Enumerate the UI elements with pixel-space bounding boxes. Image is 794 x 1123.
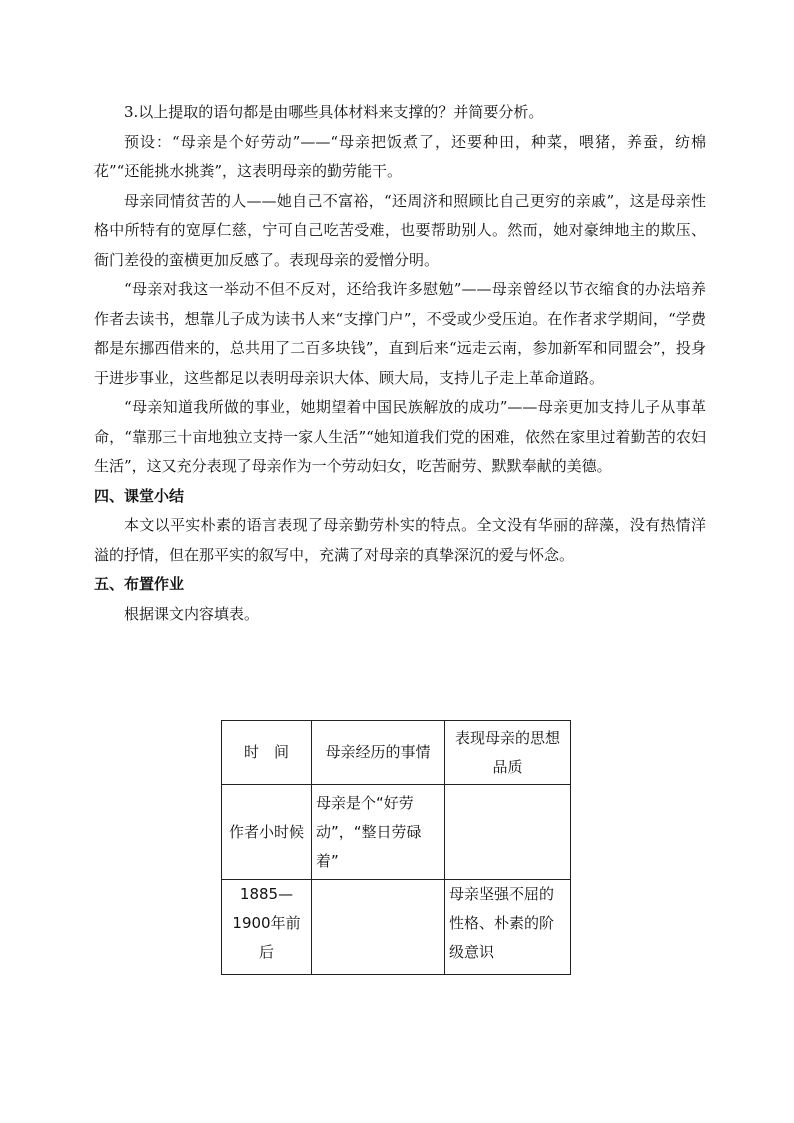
document-body [94, 98, 706, 629]
homework-table [221, 720, 571, 975]
question-3: 3.以上提取的语句都是由哪些具体材料来支撑的？并简要分析。 [124, 103, 544, 121]
header-qualities: 表现母亲的思想品质 [445, 721, 571, 785]
paragraph-summary: 本文以平实朴素的语言表现了母亲勤劳朴实的特点。全文没有华丽的辞藻，没有热情洋溢的抒情，但在那平实的叙写中，充满了对母亲的真挚深沉的爱与怀念。 [94, 516, 706, 564]
paragraph-preset: 预设：“母亲是个好劳动”——“母亲把饭煮了，还要种田，种菜，喂猪，养蚕，纺棉花”“还能挑水挑粪”，这表明母亲的勤劳能干。 [94, 132, 706, 180]
table-cell: 作者小时候 [222, 785, 312, 880]
paragraph-revolution: “母亲知道我所做的事业，她期望着中国民族解放的成功”——母亲更加支持儿子从事革命，“靠那三十亩地独立支持一家人生活”“她知道我们党的困难，依然在家里过着勤苦的农妇生活”，这又充分表现了母亲作为一个劳动妇女，吃苦耐劳、默默奉献的美德。 [94, 398, 706, 475]
table-row [222, 785, 571, 880]
header-time: 时 间 [222, 721, 312, 785]
section-heading-homework: 五、布置作业 [94, 575, 185, 593]
table-header-row [222, 721, 571, 785]
table-row [222, 880, 571, 975]
paragraph-homework: 根据课文内容填表。 [124, 604, 260, 623]
section-heading-summary: 四、课堂小结 [94, 486, 185, 505]
header-events: 母亲经历的事情 [312, 721, 445, 785]
table-cell-empty[interactable] [312, 880, 445, 975]
table-cell: 1885—1900年前后 [222, 880, 312, 975]
table-cell: 母亲坚强不屈的性格、朴素的阶级意识 [445, 880, 571, 975]
paragraph-support-study: “母亲对我这一举动不但不反对，还给我许多慰勉”——母亲曾经以节衣缩食的办法培养作者去读书，想靠儿子成为读书人来“支撑门户”，不受或少受压迫。在作者求学期间，“学费都是东挪西借来的，总共用了二百多块钱”，直到后来“远走云南，参加新军和同盟会”，投身于进步事业，这些都足以表明母亲识大体、顾大局，支持儿子走上革命道路。 [94, 280, 706, 387]
table-cell-empty[interactable] [445, 785, 571, 880]
table-cell: 母亲是个“好劳动”，“整日劳碌着” [312, 785, 445, 880]
paragraph-sympathy: 母亲同情贫苦的人——她自己不富裕，“还周济和照顾比自己更穷的亲戚”，这是母亲性格中所特有的宽厚仁慈，宁可自己吃苦受难，也要帮助别人。然而，她对豪绅地主的欺压、衙门差役的蛮横更加反感了。表现母亲的爱憎分明。 [94, 191, 706, 269]
